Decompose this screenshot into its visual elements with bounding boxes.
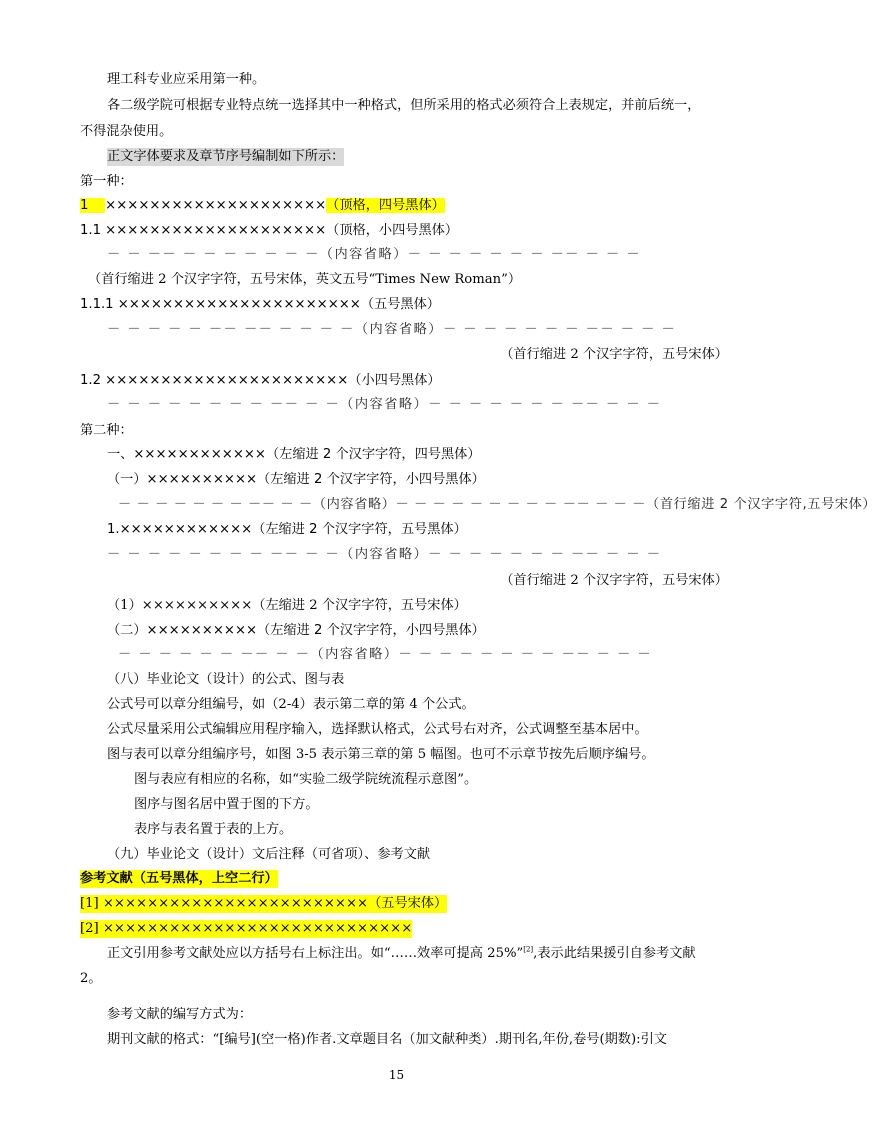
text-line (107, 945, 696, 963)
heading-example-level4: （1）××××××××××（左缩进 2 个汉字字符，五号宋体） (107, 598, 467, 613)
example-text: ×××××××××××××××××××× (105, 198, 327, 213)
text-line: 期刊文献的格式：“[编号](空一格)作者.文章题目名（加文献种类）.期刊名,年份,卷号(期数):引文 (107, 1032, 667, 1047)
text-line: 图与表应有相应的名称，如“实验二级学院统流程示意图”。 (134, 772, 478, 787)
content-omitted-line: － － － － － － － － －－ － －（内容省略）－ － － － － － － －－ － － － (107, 547, 662, 562)
text-line: 图与表可以章分组编序号，如图 3-5 表示第三章的第 5 幅图。也可不示章节按先后顺序编号。 (107, 747, 655, 762)
highlight: （顶格，四号黑体） (326, 198, 445, 213)
heading-example-level1: 一、××××××××××××（左缩进 2 个汉字字符，四号黑体） (107, 447, 481, 462)
page-number: 15 (388, 1068, 405, 1082)
text-line: 不得混杂使用。 (80, 124, 173, 139)
section-heading: （八）毕业论文（设计）的公式、图与表 (107, 672, 345, 687)
text-line: 图序与图名居中置于图的下方。 (134, 797, 319, 812)
content-omitted-line: － － － － － － － －－ － －（内容省略）－ － － － － － － － － －－ － － －（首行缩进 2 个汉字字符,五号宋体） (118, 497, 876, 512)
content-omitted-line: － － －－ － － － － － － －（内容省略）－ － － － － － － －－ － － － (107, 247, 642, 262)
text-line: 各二级学院可根据专业特点统一选择其中一种格式，但所采用的格式必须符合上表规定，并前后统一， (107, 98, 701, 113)
text-line: 公式尽量采用公式编辑应用程序输入，选择默认格式，公式号右对齐，公式调整至基本居中。 (107, 722, 648, 737)
reference-example-2: [2] ×××××××××××××××××××××××××××× (80, 921, 413, 936)
heading-example-level2: （一）××××××××××（左缩进 2 个汉字字符，小四号黑体） (107, 472, 485, 487)
heading-example-level1 (80, 197, 445, 215)
text-line: 第二种： (80, 423, 133, 438)
heading-example-level3: 1.1.1 ××××××××××××××××××××××（五号黑体） (80, 297, 440, 312)
text-line: 2。 (80, 971, 102, 986)
text-line: 理工科专业应采用第一种。 (107, 72, 266, 87)
section-heading: （九）毕业论文（设计）文后注释（可省项）、参考文献 (107, 847, 431, 862)
heading-example-level2: （二）××××××××××（左缩进 2 个汉字字符，小四号黑体） (107, 623, 485, 638)
text-line-right: （首行缩进 2 个汉字字符，五号宋体） (500, 347, 728, 362)
highlight: 1 (80, 198, 106, 213)
shaded-text-line: 正文字体要求及章节序号编制如下所示： (107, 149, 345, 164)
heading-example-level2: 1.2 ××××××××××××××××××××××（小四号黑体） (80, 373, 441, 388)
reference-example-1: [1] ××××××××××××××××××××××××（五号宋体） (80, 896, 448, 911)
references-heading-example: 参考文献（五号黑体，上空二行） (80, 871, 278, 886)
text-line: 表序与表名置于表的上方。 (134, 822, 293, 837)
content-omitted-line: － － － － － －－ －－ － － － －（内容省略）－ － － － － － － －－ － － － (107, 322, 677, 337)
heading-example-level2: 1.1 ××××××××××××××××××××（顶格，小四号黑体） (80, 223, 459, 238)
text-span: ,表示此结果援引自参考文献 (533, 946, 696, 961)
text-line: 参考文献的编写方式为： (107, 1007, 253, 1022)
content-omitted-line: － － － － － － －－ － －（内容省略）－ － － － － － － － －－ － － － (118, 647, 653, 662)
superscript-citation: [2] (523, 945, 534, 954)
text-span: 正文引用参考文献处应以方括号右上标注出。如“……效率可提高 25%” (107, 946, 524, 961)
heading-example-level3: 1.××××××××××××（左缩进 2 个汉字字符，五号黑体） (107, 522, 467, 537)
text-line-right: （首行缩进 2 个汉字字符，五号宋体） (500, 573, 728, 588)
text-line: 公式号可以章分组编号，如（2-4）表示第二章的第 4 个公式。 (107, 697, 475, 712)
text-line: 第一种： (80, 174, 133, 189)
text-line: （首行缩进 2 个汉字字符，五号宋体，英文五号“Times New Roman”） (88, 272, 522, 287)
content-omitted-line: － － － － － － － － －－ － －（内容省略）－ － － － － － － －－ － － － (107, 397, 662, 412)
